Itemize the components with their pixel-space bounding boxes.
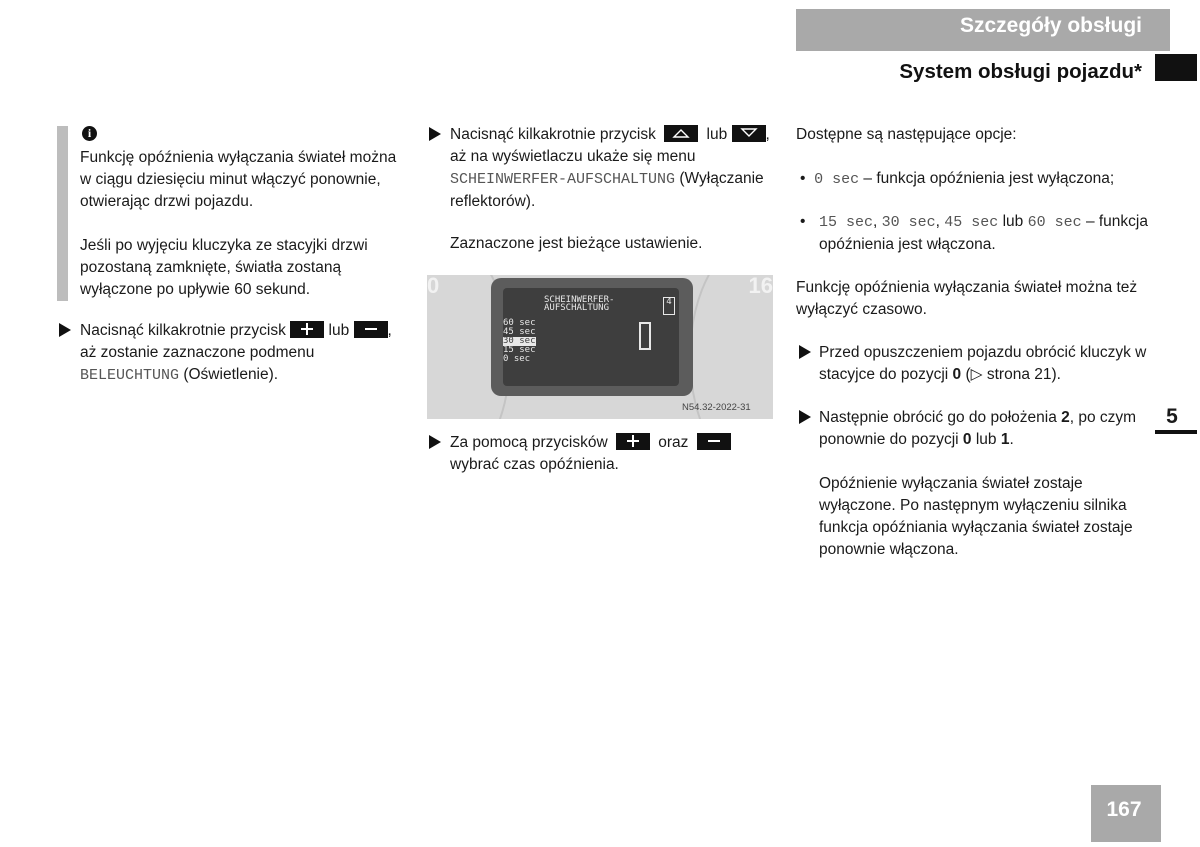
current-setting-text: Zaznaczone jest bieżące ustawienie.: [450, 235, 703, 252]
bullet-arrow-icon: [429, 127, 441, 141]
display-option: 60 sec: [503, 318, 536, 328]
note-paragraph: Jeśli po wyjęciu kluczyka ze stacyjki drzwi pozostaną zamknięte, światła zostaną wyłączone po upływie 60 sekund.: [80, 237, 368, 298]
instruction-step: Przed opuszczeniem pojazdu obrócić kluczyk w stacyjce do pozycji 0 (▷ strona 21).: [819, 344, 1147, 383]
body-paragraph: Opóźnienie wyłączania świateł zostaje wyłączone. Po następnym wyłączeniu silnika funkcja opóźniania wyłączania świateł zostaje ponownie włączona.: [819, 475, 1133, 558]
chapter-number: 5: [1166, 405, 1178, 428]
page-number: 167: [1106, 798, 1142, 821]
arrow-up-key-icon: [664, 125, 698, 142]
image-caption: N54.32-2022-31: [682, 402, 751, 413]
info-icon: i: [82, 126, 97, 141]
instruction-step: Nacisnąć kilkakrotnie przycisk lub , aż na wyświetlaczu ukaże się menu SCHEINWERFER-AUFSCHALTUNG (Wyłączanie reflektorów).: [450, 126, 770, 210]
body-paragraph: Funkcję opóźnienia wyłączania świateł można też wyłączyć czasowo.: [796, 279, 1138, 318]
minus-key-icon: [697, 433, 731, 450]
section-title: Szczegóły obsługi: [959, 14, 1142, 37]
page-title: System obsługi pojazdu*: [899, 60, 1142, 83]
display-subtitle: AUFSCHALTUNG: [544, 303, 610, 313]
bullet-arrow-icon: [59, 323, 71, 337]
display-option-selected: 30 sec: [503, 336, 536, 346]
note-paragraph: Funkcję opóźnienia wyłączania świateł można w ciągu dziesięciu minut włączyć ponownie, otwierając drzwi pojazdu.: [80, 149, 397, 210]
plus-key-icon: [616, 433, 650, 450]
instruction-step: Za pomocą przycisków oraz wybrać czas opóźnienia.: [450, 432, 775, 476]
header-marker: [1155, 54, 1197, 81]
display-option: 45 sec: [503, 327, 536, 337]
menu-code: SCHEINWERFER-AUFSCHALTUNG: [450, 171, 676, 188]
instrument-display-image: [427, 275, 773, 419]
display-title: SCHEINWERFER-: [544, 295, 615, 305]
display-page-tag: 4: [663, 297, 675, 315]
menu-code: BELEUCHTUNG: [80, 367, 180, 384]
display-option: 15 sec: [503, 345, 536, 355]
option-item: • 0 sec – funkcja opóźnienia jest wyłączona;: [800, 170, 1115, 188]
option-bullet: •: [800, 213, 806, 230]
arrow-down-key-icon: [732, 125, 766, 142]
display-option: 0 sec: [503, 354, 531, 364]
display-option-list: [503, 319, 536, 364]
gauge-number: 16: [748, 275, 773, 298]
option-item: 15 sec, 30 sec, 45 sec lub 60 sec – funkcja opóźnienia jest włączona.: [819, 213, 1148, 253]
chapter-marker: [1155, 430, 1197, 434]
note-bar: [57, 126, 68, 301]
bullet-arrow-icon: [799, 345, 811, 359]
bullet-arrow-icon: [429, 435, 441, 449]
display-screen: [491, 278, 693, 396]
page-reference-link[interactable]: (▷ strona 21).: [965, 366, 1061, 383]
minus-key-icon: [354, 321, 388, 338]
plus-key-icon: [290, 321, 324, 338]
gauge-number: 0: [427, 275, 440, 298]
options-intro: Dostępne są następujące opcje:: [796, 126, 1017, 143]
note-text: [80, 147, 402, 301]
instruction-step: Nacisnąć kilkakrotnie przycisk lub , aż zostanie zaznaczone podmenu BELEUCHTUNG (Oświetlenie).: [80, 322, 392, 384]
bullet-arrow-icon: [799, 410, 811, 424]
instruction-step: Następnie obrócić go do położenia 2, po czym ponownie do pozycji 0 lub 1.: [819, 409, 1137, 448]
battery-icon: [639, 322, 651, 350]
